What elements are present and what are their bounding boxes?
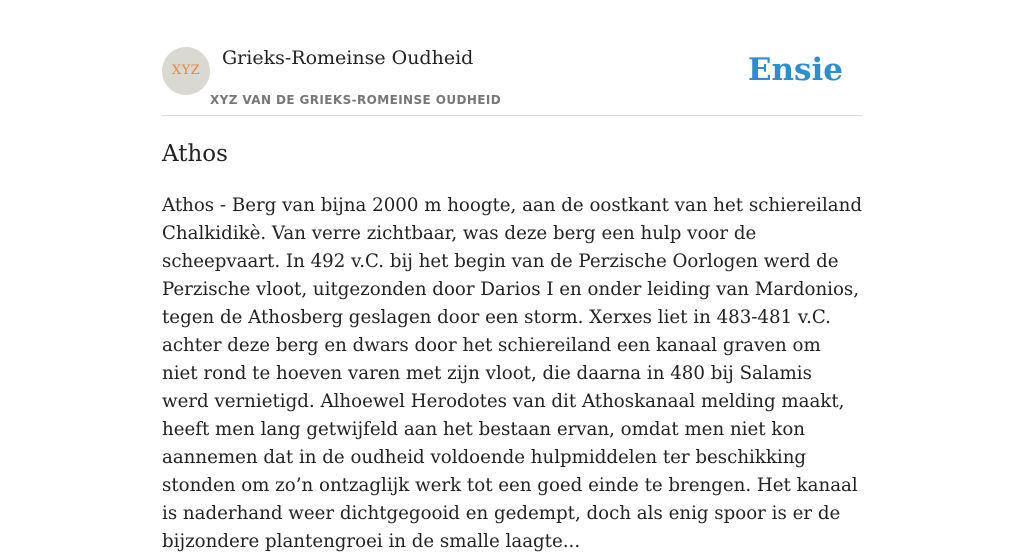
content-container — [162, 0, 862, 552]
source-avatar[interactable]: XYZ — [162, 47, 210, 95]
source-subtitle: XYZ VAN DE GRIEKS-ROMEINSE OUDHEID — [210, 93, 502, 107]
article-title: Athos — [162, 141, 228, 167]
ensie-logo[interactable]: Ensie — [747, 52, 843, 88]
article-body: Athos - Berg van bijna 2000 m hoogte, aan de oostkant van het schiereiland Chalkidikè. Van verre zichtbaar, was deze berg een hulp voor de scheepvaart. In 492 v.C. bij het begin van de Perzische Oorlogen werd de Perzische vloot, uitgezonden door Darios I en onder leiding van Mardonios, tegen de Athosberg geslagen door een storm. Xerxes liet in 483-481 v.C. achter deze berg en dwars door het schiereiland een kanaal graven om niet rond te hoeven varen met zijn vloot, die daarna in 480 bij Salamis werd vernietigd. Alhoewel Herodotes van dit Athoskanaal melding maakt, heeft men lang getwijfeld aan het bestaan ervan, omdat men niet kon aannemen dat in de oudheid voldoende hulpmiddelen ter beschikking stonden om zo’n ontzaglijk werk tot een goed einde te brengen. Het kanaal is naderhand weer dichtgegooid en gedempt, doch als enig spoor is er de bijzondere plantengroei in de smalle laagte... — [162, 195, 862, 552]
source-title[interactable]: Grieks-Romeinse Oudheid — [222, 47, 474, 69]
source-header — [162, 0, 862, 116]
